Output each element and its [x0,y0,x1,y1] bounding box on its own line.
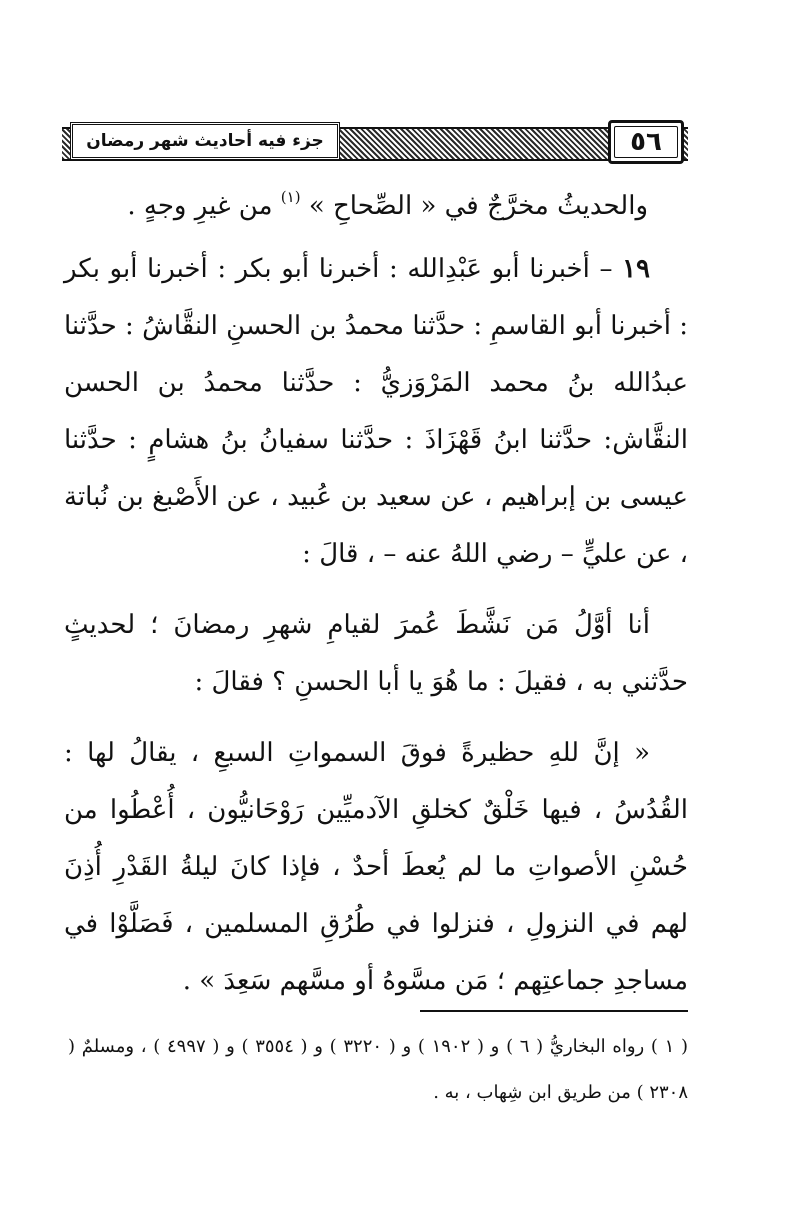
intro-text-start: والحديثُ مخرَّجٌ في « الصِّحاحِ » [300,191,648,221]
footnote-marker[interactable]: (١) [280,188,301,206]
running-title: جزء فيه أحاديث شهر رمضان [70,122,340,160]
footnote-1: ( ١ ) رواه البخاريُّ ( ٦ ) و ( ١٩٠٢ ) و ( ٣٢٢٠ ) و ( ٣٥٥٤ ) و ( ٤٩٩٧ ) ، ومسلمٌ ( ٢٣٠٨ ) من طريق ابن شِهاب ، به . [68,1036,689,1103]
footnote-separator [420,1010,688,1012]
hadith-number: ١٩ [622,254,650,284]
footnotes [68,1024,688,1116]
page-header [62,118,688,168]
page-number: ٥٦ [608,120,684,164]
hadith-isnad: – أخبرنا أبو عَبْدِالله : أخبرنا أبو بكر : أخبرنا أبو بكر : أخبرنا أبو القاسمِ : حدَّثنا محمدُ بن الحسنِ النقَّاشُ : حدَّثنا عبدُالله بنُ محمد المَرْوَزيُّ : حدَّثنا محمدُ بن الحسن النقَّاش: حدَّثنا ابنُ قَهْزَاذَ : حدَّثنا سفيانُ بنُ هشامٍ : حدَّثنا عيسى بن إبراهيم ، عن سعيد بن عُبيد ، عن الأَصْبغ بن نُباتة ، عن عليٍّ – رضي اللهُ عنه – ، قالَ : [64,254,688,569]
hadith-matn-paragraph: « إنَّ للهِ حظيرةً فوقَ السمواتِ السبعِ ، يقالُ لها : القُدُسُ ، فيها خَلْقٌ كخلقِ الآدميِّين رَوْحَانيُّون ، أُعْطُوا من حُسْنِ الأصواتِ ما لم يُعطَ أحدٌ ، فإذا كانَ ليلةُ القَدْرِ أُذِنَ لهم في النزولِ ، فنزلوا في طُرُقِ المسلمين ، فَصَلَّوْا في مساجدِ جماعتِهم ؛ مَن مسَّوهُ أو مسَّهم سَعِدَ » . [64,738,688,996]
quote-paragraph: أنا أوَّلُ مَن نَشَّطَ عُمرَ لقيامِ شهرِ رمضانَ ؛ لحديثٍ حدَّثني به ، فقيلَ : ما هُوَ يا أبا الحسنِ ؟ فقالَ : [64,610,688,697]
hadith-paragraph [64,241,688,583]
intro-paragraph [64,178,688,235]
intro-text-end: من غيرِ وجهٍ . [127,191,281,221]
main-text [64,178,688,1010]
